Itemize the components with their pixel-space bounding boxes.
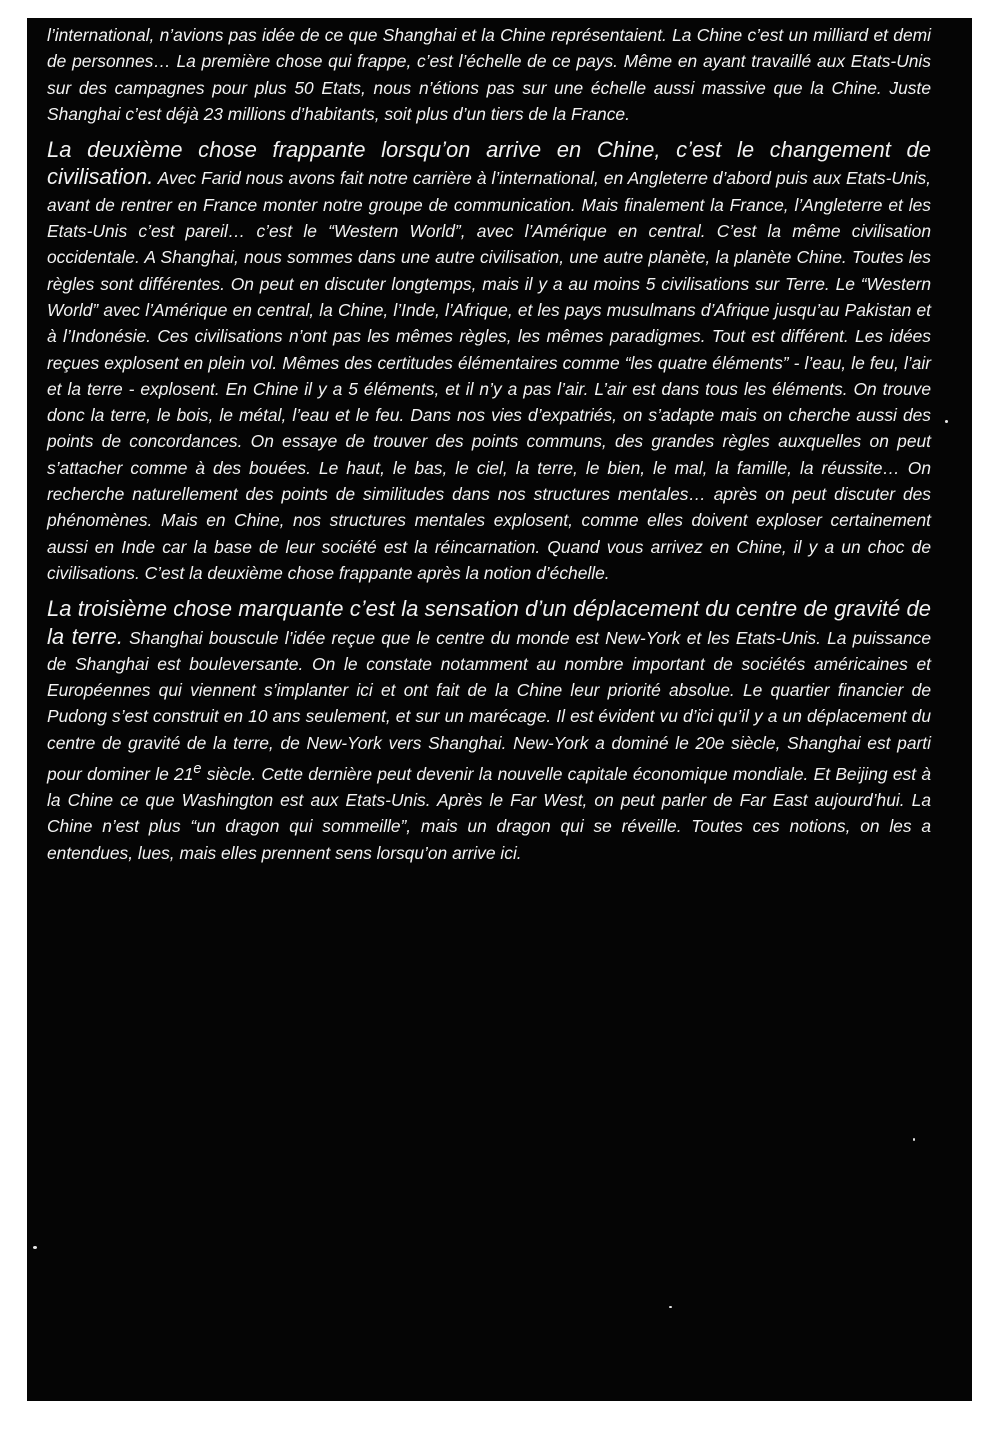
scan-speck [913,1138,915,1141]
paragraph-civilisation-body: Avec Farid nous avons fait notre carrière à l’international, en Angleterre d’abord puis aux Etats-Unis, avant de rentrer en France monter notre groupe de communication. Mais finalement la France, l’Angleterre et les Etats-Unis c’est pareil… c’est le “Western World”, avec l’Amérique en central. C’est la même civilisation occidentale. A Shanghai, nous sommes dans une autre civilisation, une autre planète, la planète Chine. Toutes les règles sont différentes. On peut en discuter longtemps, mais il y a au moins 5 civilisations sur Terre. Le “Western World” avec l’Amérique en central, la Chine, l’Inde, l’Afrique, et les pays musulmans d’Afrique jusqu’au Pakistan et à l’Indonésie. Ces civilisations n’ont pas les mêmes règles, les mêmes paradigmes. Tout est différent. Les idées reçues explosent en plein vol. Mêmes des certitudes élémentaires comme “les quatre éléments” - l’eau, le feu, l’air et la terre - explosent. En Chine il y a 5 éléments, et il n’y a pas l’air. L’air est dans tous les éléments. On trouve donc la terre, le bois, le métal, l’eau et le feu. Dans nos vies d’expatriés, on s’adapte mais on cherche aussi des points de concordances. On essaye de trouver des points communs, des grandes règles auxquelles on peut s’attacher comme à des bouées. Le haut, le bas, le ciel, la terre, le bien, le mal, la famille, la réussite… On recherche naturellement des points de similitudes dans nos structures mentales… après on peut discuter des phénomènes. Mais en Chine, nos structures mentales explosent, comme elles doivent exploser certainement aussi en Inde car la base de leur société est la réincarnation. Quand vous arrivez en Chine, il y a un choc de civilisations. C’est la deuxième chose frappante après la notion d’échelle. [47,168,931,583]
paragraph-scale [47,22,931,127]
paragraph-gravity [47,596,931,866]
paragraph-scale-body: l’international, n’avions pas idée de ce que Shanghai et la Chine représentaient. La Chine c’est un milliard et demi de personnes… La première chose qui frappe, c’est l’échelle de ce pays. Même en ayant travaillé aux Etats-Unis sur des campagnes pour plus 50 Etats, nous n’étions pas sur une échelle aussi massive que la Chine. Juste Shanghai c’est déjà 23 millions d’habitants, soit plus d’un tiers de la France. [47,25,931,124]
article-text [47,22,931,866]
scan-speck [669,1306,672,1308]
scan-speck [33,1246,37,1249]
dark-sheet [27,18,972,1401]
paragraph-gravity-lead: La troisième chose marquante c’est la sensation d’un déplacement du centre de gravité de la terre. [47,596,931,649]
paragraph-gravity-tail: siècle. Cette dernière peut devenir la nouvelle capitale économique mondiale. Et Beijing est à la Chine ce que Washington est aux Etats-Unis. Après le Far West, on peut parler de Far East aujourd’hui. La Chine n’est plus “un dragon qui sommeille”, mais un dragon qui se réveille. Toutes ces notions, on les a entendues, lues, mais elles prennent sens lorsqu’on arrive ici. [47,763,931,863]
century-superscript: e [193,761,202,778]
paragraph-civilisation [47,137,931,586]
scan-speck [945,420,948,423]
paragraph-gravity-body: Shanghai bouscule l’idée reçue que le centre du monde est New-York et les Etats-Unis. La puissance de Shanghai est bouleversante. On le constate notamment au nombre important de sociétés américaines et Européennes qui viennent s’implanter ici et ont fait de la Chine leur priorité absolue. Le quartier financier de Pudong s’est construit en 10 ans seulement, et sur un marécage. Il est évident vu d’ici qu’il y a un déplacement du centre de gravité de la terre, de New-York vers Shanghai. New-York a dominé le 20e siècle, Shanghai est parti pour dominer le 21 [47,627,931,784]
paragraph-civilisation-lead: La deuxième chose frappante lorsqu’on arrive en Chine, c’est le changement de civilisation. [47,137,931,190]
